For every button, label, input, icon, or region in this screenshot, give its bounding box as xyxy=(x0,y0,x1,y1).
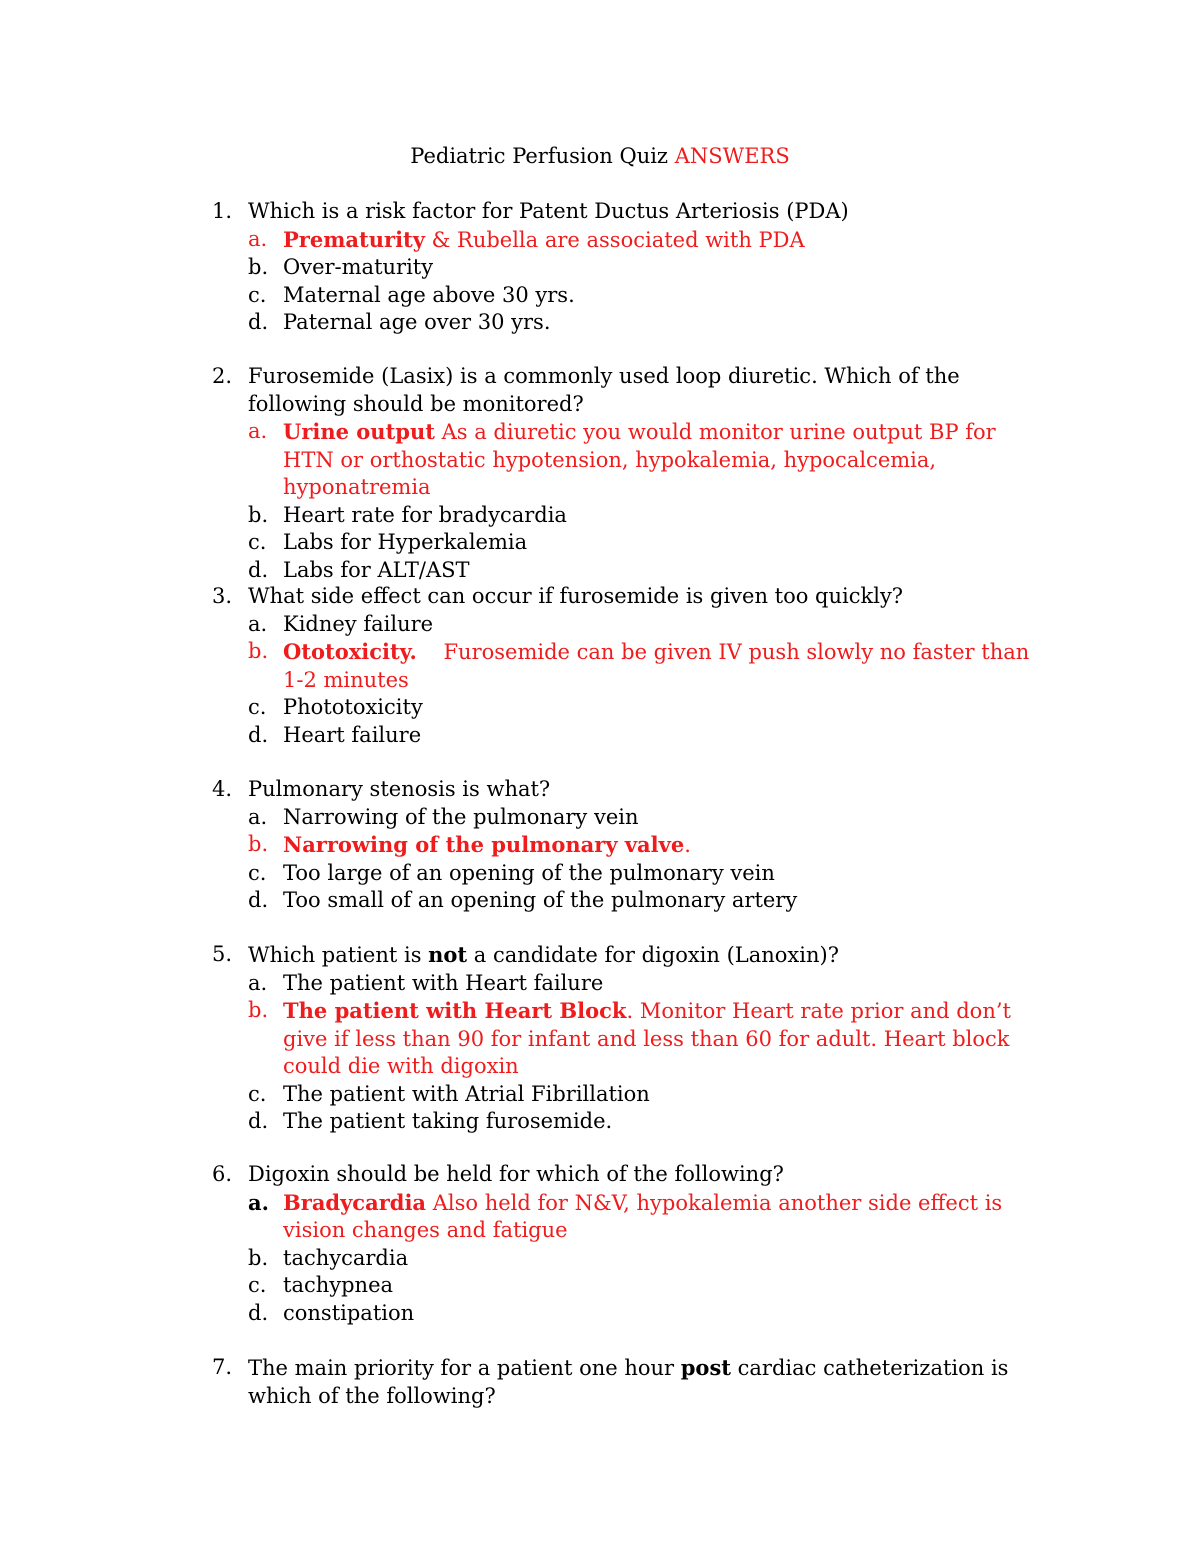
option-letter: a. xyxy=(248,226,268,251)
question-stem xyxy=(212,941,1032,970)
option-text: Too small of an opening of the pulmonary artery xyxy=(283,888,798,912)
option-text: Heart rate for bradycardia xyxy=(283,502,567,527)
option-text: The patient with Atrial Fibrillation xyxy=(283,1081,650,1106)
option-letter: d. xyxy=(248,310,269,334)
option-text: & Rubella are associated with PDA xyxy=(424,227,805,252)
option-b-correct xyxy=(212,997,1032,1081)
question-stem xyxy=(212,363,1032,418)
option-text: tachypnea xyxy=(283,1273,394,1297)
option-c xyxy=(212,1272,1032,1300)
stem-text: The main priority for a patient one hour xyxy=(248,1356,681,1380)
option-letter: a. xyxy=(248,419,268,443)
option-letter: b. xyxy=(248,832,269,856)
option-letter: a. xyxy=(248,804,268,829)
option-letter: c. xyxy=(248,695,267,719)
option-letter: b. xyxy=(248,639,269,663)
option-a xyxy=(212,970,1032,998)
option-d xyxy=(212,887,1032,915)
option-text: Labs for Hyperkalemia xyxy=(283,530,528,554)
option-text: Furosemide can be given IV push slowly no faster than 1-2 minutes xyxy=(283,640,1036,692)
option-letter: d. xyxy=(248,557,269,582)
option-text: Narrowing of the pulmonary vein xyxy=(283,804,639,829)
option-letter: d. xyxy=(248,1109,269,1133)
page-title xyxy=(0,143,1200,171)
option-letter: c. xyxy=(248,282,267,307)
stem-text: Digoxin should be held for which of the following? xyxy=(248,1162,784,1186)
option-d xyxy=(212,722,1032,750)
question-stem xyxy=(212,776,1032,804)
option-letter: b. xyxy=(248,502,269,527)
option-d xyxy=(212,1300,1032,1328)
option-text: Phototoxicity xyxy=(283,695,423,719)
option-text: tachycardia xyxy=(283,1245,409,1270)
answer-bold: The patient with Heart Block xyxy=(283,998,627,1023)
question-5 xyxy=(212,941,1032,1136)
question-1 xyxy=(212,198,1032,337)
question-stem xyxy=(212,583,1032,611)
stem-bold: not xyxy=(428,942,468,967)
stem-text: Furosemide (Lasix) is a commonly used loop diuretic. Which of the following should be monitored? xyxy=(248,364,960,416)
option-b-correct xyxy=(212,638,1036,694)
option-text: The patient with Heart failure xyxy=(283,970,604,995)
option-letter: b. xyxy=(248,255,269,279)
question-number: 3. xyxy=(212,584,233,608)
option-letter: d. xyxy=(248,888,269,912)
option-c xyxy=(212,529,1032,557)
stem-text: cardiac catheterization is which of the following? xyxy=(248,1356,1009,1408)
question-number: 7. xyxy=(212,1355,233,1379)
option-text: . xyxy=(684,833,691,857)
stem-text: a candidate for digoxin (Lanoxin)? xyxy=(467,943,839,967)
option-letter: d. xyxy=(248,1300,269,1325)
title-answers: ANSWERS xyxy=(674,144,790,168)
option-d xyxy=(212,557,1032,585)
stem-text: Pulmonary stenosis is what? xyxy=(248,777,551,801)
answer-bold: Urine output xyxy=(283,419,435,444)
option-letter: c. xyxy=(248,1273,267,1297)
stem-text: Which is a risk factor for Patent Ductus Arteriosis (PDA) xyxy=(248,199,849,223)
option-letter: d. xyxy=(248,722,269,747)
answer-bold: Prematurity xyxy=(283,226,425,252)
title-main: Pediatric Perfusion Quiz xyxy=(410,144,668,168)
question-number: 4. xyxy=(212,777,233,801)
option-text: Kidney failure xyxy=(283,611,434,636)
question-7 xyxy=(212,1354,1032,1410)
answer-bold: Narrowing of the pulmonary valve xyxy=(283,832,685,857)
question-stem xyxy=(212,198,1032,226)
option-a xyxy=(212,804,1032,832)
option-d xyxy=(212,309,1032,337)
option-c xyxy=(212,282,1032,310)
option-text: Over-maturity xyxy=(283,255,434,279)
question-3 xyxy=(212,583,1036,749)
option-text: Maternal age above 30 yrs. xyxy=(283,282,575,307)
option-c xyxy=(212,860,1032,888)
option-a-correct xyxy=(212,418,1032,502)
option-d xyxy=(212,1108,1032,1136)
option-text: Heart failure xyxy=(283,722,422,747)
question-number: 1. xyxy=(212,199,233,223)
option-b-correct xyxy=(212,831,1032,860)
option-text: Paternal age over 30 yrs. xyxy=(283,310,551,334)
option-letter: a. xyxy=(248,1189,269,1215)
question-stem xyxy=(212,1354,1032,1410)
option-letter: b. xyxy=(248,1245,269,1270)
question-4 xyxy=(212,776,1032,915)
question-2 xyxy=(212,363,1032,584)
option-letter: c. xyxy=(248,1081,267,1106)
option-text: . Monitor Heart rate prior and don’t give if less than 90 for infant and less than 60 for adult. Heart block could die with digoxin xyxy=(283,999,1011,1078)
option-b xyxy=(212,254,1032,282)
option-a-correct xyxy=(212,1189,1032,1245)
option-text: The patient taking furosemide. xyxy=(283,1109,613,1133)
question-number: 6. xyxy=(212,1162,233,1186)
question-number: 5. xyxy=(212,942,233,966)
option-c xyxy=(212,1081,1032,1109)
option-text: Labs for ALT/AST xyxy=(283,557,470,582)
question-number: 2. xyxy=(212,364,233,388)
option-text: Also held for N&V, hypokalemia another side effect is vision changes and fatigue xyxy=(283,1190,1003,1242)
option-a xyxy=(212,611,1032,639)
option-letter: a. xyxy=(248,970,268,995)
option-letter: c. xyxy=(248,530,267,554)
option-letter: a. xyxy=(248,611,268,636)
option-b xyxy=(212,1245,1032,1273)
option-c xyxy=(212,694,1032,722)
option-text: As a diuretic you would monitor urine output BP for HTN or orthostatic hypotension, hypokalemia, hypocalcemia, hyponatremia xyxy=(283,420,996,499)
option-letter: c. xyxy=(248,860,267,885)
option-text: constipation xyxy=(283,1300,415,1325)
stem-bold: post xyxy=(680,1355,731,1380)
stem-text: What side effect can occur if furosemide is given too quickly? xyxy=(248,584,904,608)
question-6 xyxy=(212,1161,1032,1327)
question-stem xyxy=(212,1161,1032,1189)
answer-bold: Bradycardia xyxy=(283,1189,427,1215)
stem-text: Which patient is xyxy=(248,943,429,967)
answer-bold: Ototoxicity. xyxy=(283,639,417,664)
option-text: Too large of an opening of the pulmonary vein xyxy=(283,860,775,885)
option-a-correct xyxy=(212,226,1032,255)
option-letter: b. xyxy=(248,998,269,1022)
option-b xyxy=(212,502,1032,530)
